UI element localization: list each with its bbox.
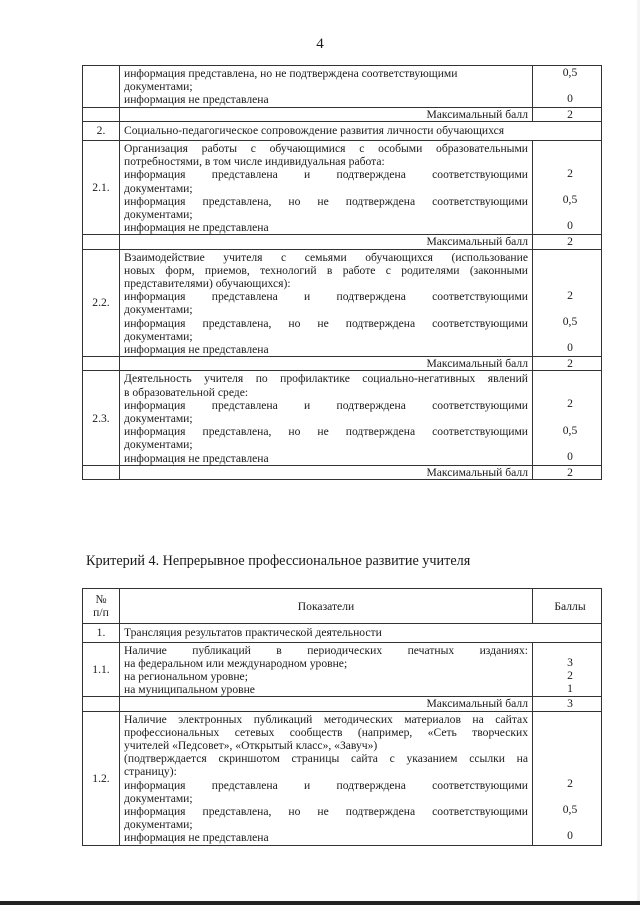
option-text: информация представлена, но не подтверждена соответствующими bbox=[124, 194, 528, 208]
indicator-text: Организация работы с обучающимися с особыми образовательными bbox=[124, 142, 528, 156]
max-score-label: Максимальный балл bbox=[120, 697, 533, 711]
option-text: информация не представлена bbox=[124, 221, 269, 235]
score-cell bbox=[533, 141, 602, 235]
option-text: документами; bbox=[124, 438, 193, 452]
row-number: 1.2. bbox=[83, 711, 120, 845]
score-value: 0 bbox=[567, 341, 573, 355]
indicator-text: Деятельность учителя по профилактике социально-негативных явлений bbox=[124, 372, 528, 386]
indicator-text: потребностями, в том числе индивидуальная работа: bbox=[124, 155, 385, 169]
section-row bbox=[83, 121, 602, 140]
score-value: 2 bbox=[567, 167, 573, 181]
indicator-text: в образовательной среде: bbox=[124, 385, 249, 399]
option-text: информация представлена и подтверждена соответствующими bbox=[124, 778, 528, 792]
criteria-table-3 bbox=[82, 65, 602, 480]
header-number: № п/п bbox=[83, 589, 120, 624]
table-header-row bbox=[83, 589, 602, 624]
row-number bbox=[83, 66, 120, 108]
max-score-row bbox=[83, 465, 602, 479]
score-cell bbox=[533, 711, 602, 845]
max-score-row bbox=[83, 357, 602, 371]
score-value: 2 bbox=[567, 397, 573, 411]
score-value: 0,5 bbox=[562, 314, 578, 328]
option-text: информация не представлена bbox=[124, 93, 269, 107]
indicator-cell bbox=[120, 371, 533, 465]
score-value: 0 bbox=[567, 219, 573, 233]
option-text: документами; bbox=[124, 303, 193, 317]
indicator-text: Взаимодействие учителя с семьями обучающихся (использование bbox=[124, 250, 528, 264]
table-row bbox=[83, 371, 602, 465]
indicator-text: Наличие публикаций в периодических печатных изданиях: bbox=[124, 643, 528, 657]
option-text: документами; bbox=[124, 412, 193, 426]
option-text: информация представлена и подтверждена соответствующими bbox=[124, 168, 528, 182]
option-text: на региональном уровне; bbox=[124, 670, 248, 684]
option-text: документами; bbox=[124, 80, 193, 94]
option-text: на муниципальном уровне bbox=[124, 683, 255, 697]
table-row bbox=[83, 642, 602, 697]
section-row bbox=[83, 624, 602, 642]
option-text: документами; bbox=[124, 329, 193, 343]
option-text: документами; bbox=[124, 791, 193, 805]
option-text: информация не представлена bbox=[124, 343, 269, 357]
max-score-row bbox=[83, 697, 602, 711]
score-value: 0,5 bbox=[562, 423, 578, 437]
max-score-value: 2 bbox=[533, 107, 602, 121]
indicator-text: учителей «Педсовет», «Открытый класс», «Завуч») bbox=[124, 739, 378, 753]
option-text: информация не представлена bbox=[124, 831, 269, 845]
option-text: информация представлена и подтверждена соответствующими bbox=[124, 398, 528, 412]
option-text: информация представлена, но не подтверждена соответствующими bbox=[124, 67, 458, 80]
score-cell bbox=[533, 66, 602, 108]
section-title: Социально-педагогическое сопровождение развития личности обучающихся bbox=[120, 121, 602, 140]
indicator-cell bbox=[120, 66, 533, 108]
scan-bottom-edge bbox=[0, 901, 640, 905]
option-text: документами; bbox=[124, 181, 193, 195]
indicator-text: страницу): bbox=[124, 765, 177, 779]
page-number: 4 bbox=[316, 36, 324, 52]
table-row bbox=[83, 66, 602, 108]
score-value: 2 bbox=[567, 288, 573, 302]
option-text: информация представлена, но не подтверждена соответствующими bbox=[124, 316, 528, 330]
indicator-cell bbox=[120, 642, 533, 697]
option-text: информация представлена и подтверждена соответствующими bbox=[124, 290, 528, 304]
score-value: 0,5 bbox=[562, 193, 578, 207]
max-score-label: Максимальный балл bbox=[120, 107, 533, 121]
max-score-label: Максимальный балл bbox=[120, 465, 533, 479]
max-score-value: 2 bbox=[533, 357, 602, 371]
max-score-label: Максимальный балл bbox=[120, 357, 533, 371]
option-text: информация представлена, но не подтверждена соответствующими bbox=[124, 805, 528, 819]
score-value: 2 bbox=[567, 776, 573, 790]
score-value: 0 bbox=[567, 92, 573, 106]
score-cell bbox=[533, 249, 602, 357]
criterion-title: Критерий 4. Непрерывное профессиональное развитие учителя bbox=[86, 553, 471, 569]
score-value: 0 bbox=[567, 449, 573, 463]
score-value: 3 bbox=[567, 655, 573, 669]
max-score-value: 3 bbox=[533, 697, 602, 711]
indicator-cell bbox=[120, 249, 533, 357]
row-number: 2.1. bbox=[83, 141, 120, 235]
indicator-text: профессиональных сетевых сообществ (например, «Сеть творческих bbox=[124, 725, 528, 739]
score-value: 0 bbox=[567, 829, 573, 843]
indicator-cell bbox=[120, 141, 533, 235]
indicator-text: (подтверждается скриншотом страницы сайта с указанием ссылки на bbox=[124, 752, 528, 766]
max-score-row bbox=[83, 107, 602, 121]
section-number: 1. bbox=[83, 624, 120, 642]
option-text: информация представлена, но не подтверждена соответствующими bbox=[124, 425, 528, 439]
indicator-text: Наличие электронных публикаций методических материалов на сайтах bbox=[124, 712, 528, 726]
score-cell bbox=[533, 642, 602, 697]
option-text: документами; bbox=[124, 208, 193, 222]
row-number: 1.1. bbox=[83, 642, 120, 697]
score-value: 0,5 bbox=[562, 66, 578, 79]
header-indicators: Показатели bbox=[120, 589, 533, 624]
score-value: 2 bbox=[567, 668, 573, 682]
table-row bbox=[83, 711, 602, 845]
option-text: на федеральном или международном уровне; bbox=[124, 656, 348, 670]
criteria-table-4 bbox=[82, 588, 602, 846]
table-row bbox=[83, 249, 602, 357]
row-number: 2.3. bbox=[83, 371, 120, 465]
option-text: информация не представлена bbox=[124, 451, 269, 465]
section-title: Трансляция результатов практической деятельности bbox=[120, 624, 602, 642]
score-value: 1 bbox=[567, 682, 573, 696]
table-row bbox=[83, 141, 602, 235]
max-score-label: Максимальный балл bbox=[120, 235, 533, 249]
indicator-text: новых форм, приемов, технологий в работе с родителями (законными bbox=[124, 263, 528, 277]
max-score-value: 2 bbox=[533, 235, 602, 249]
indicator-text: представителями) обучающихся): bbox=[124, 277, 291, 291]
max-score-row bbox=[83, 235, 602, 249]
score-value: 0,5 bbox=[562, 802, 578, 816]
row-number: 2.2. bbox=[83, 249, 120, 357]
section-number: 2. bbox=[83, 121, 120, 140]
score-cell bbox=[533, 371, 602, 465]
option-text: документами; bbox=[124, 818, 193, 832]
max-score-value: 2 bbox=[533, 465, 602, 479]
indicator-cell bbox=[120, 711, 533, 845]
header-points: Баллы bbox=[533, 589, 602, 624]
